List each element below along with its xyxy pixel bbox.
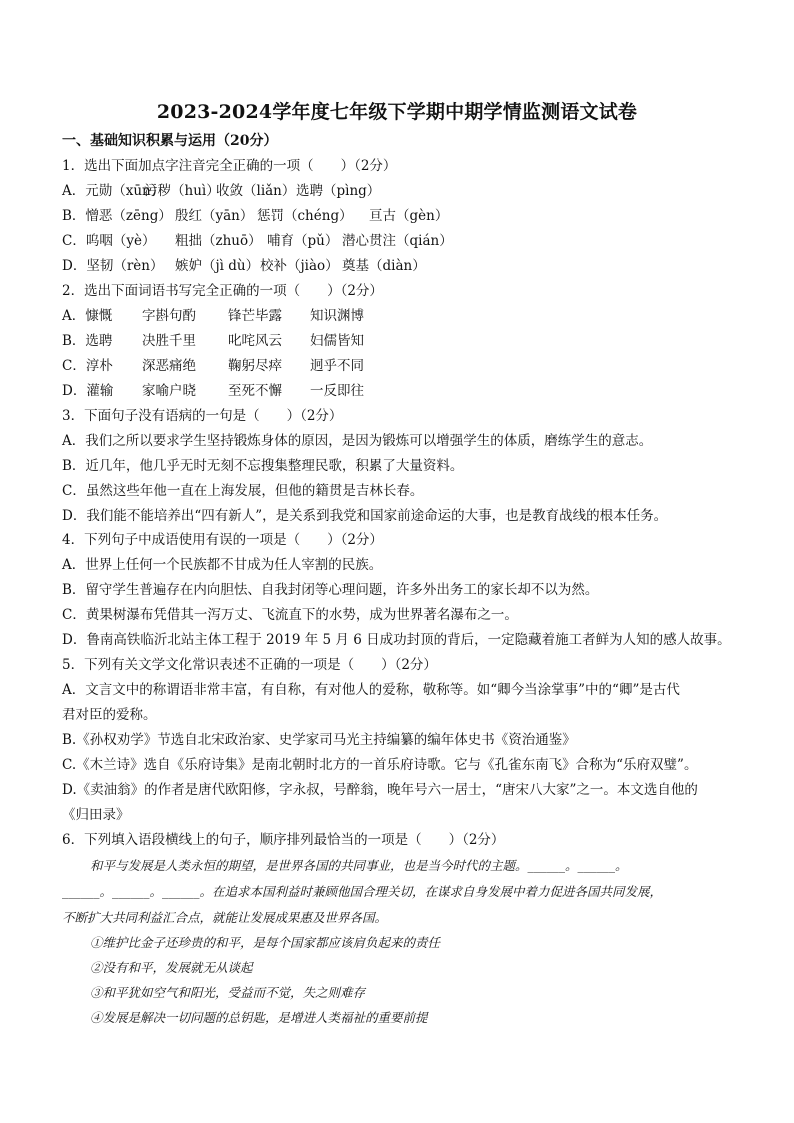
option-word: 知识渊博 <box>310 308 364 324</box>
option-word: 粗拙（zhuō） <box>175 233 262 249</box>
q1-stem: 1．选出下面加点字注音完全正确的一项（ ）（2分） <box>62 158 397 174</box>
option-word: D．灌输 <box>62 383 114 399</box>
option-word: 字斟句酌 <box>142 308 196 324</box>
option-word: B．憎恶（zēng） <box>62 208 172 224</box>
q1-option-b <box>62 207 448 225</box>
q3-option-c: C．虽然这些年他一直在上海发展，但他的籍贯是吉林长春。 <box>62 483 424 499</box>
option-word: 惩罚（chéng） <box>257 208 353 224</box>
option-word: D．坚韧（rèn） <box>62 258 164 274</box>
q5-option-a: A．文言文中的称谓语非常丰富，有自称，有对他人的爱称，敬称等。如“卿今当涂掌事”中的“卿”是古代 <box>62 682 680 698</box>
section-heading-1: 一、基础知识积累与运用（20分） <box>62 133 278 149</box>
option-word: 家喻户晓 <box>142 383 196 399</box>
q4-stem: 4．下列句子中成语使用有误的一项是（ ）（2分） <box>62 532 383 548</box>
q4-option-b: B．留守学生普遍存在内向胆怯、自我封闭等心理问题，许多外出务工的家长却不以为然。 <box>62 582 599 598</box>
option-word: 选聘（pìng） <box>296 183 381 199</box>
q3-option-d: D．我们能不能培养出“四有新人”，是关系到我党和国家前途命运的大事，也是教育战线的根本任务。 <box>62 508 668 524</box>
q6-stem: 6．下列填入语段横线上的句子，顺序排列最恰当的一项是（ ）（2分） <box>62 832 505 848</box>
option-word: 收敛（liǎn） <box>216 183 296 199</box>
option-word: 亘古（gèn） <box>369 208 449 224</box>
option-word: 殷红（yān） <box>175 208 254 224</box>
q6-passage-line-1: 和平与发展是人类永恒的期望，是世界各国的共同事业，也是当今时代的主题。______。______。 <box>90 858 628 873</box>
q2-option-b <box>62 332 364 350</box>
option-word: C．淳朴 <box>62 358 113 374</box>
q1-option-a <box>62 182 380 200</box>
option-word: 一反即往 <box>310 383 364 399</box>
q5-option-a-cont: 君对臣的爱称。 <box>62 707 157 723</box>
q4-option-c: C．黄果树瀑布凭借其一泻万丈、飞流直下的水势，成为世界著名瀑布之一。 <box>62 607 518 623</box>
option-word: B．选聘 <box>62 333 113 349</box>
q5-option-d-cont: 《归田录》 <box>62 807 130 823</box>
option-word: 至死不懈 <box>228 383 282 399</box>
q2-stem: 2．选出下面词语书写完全正确的一项（ ）（2分） <box>62 283 383 299</box>
q5-stem: 5．下列有关文学文化常识表述不正确的一项是（ ）（2分） <box>62 657 437 673</box>
q5-option-c: C.《木兰诗》选自《乐府诗集》是南北朝时北方的一首乐府诗歌。它与《孔雀东南飞》合称为“乐府双璧”。 <box>62 757 698 773</box>
option-word: 哺育（pǔ） <box>267 233 339 249</box>
q6-passage-line-3: 不断扩大共同利益汇合点，就能让发展成果惠及世界各国。 <box>62 910 388 925</box>
option-word: C．呜咽（yè） <box>62 233 156 249</box>
q6-sentence-2: ②没有和平，发展就无从谈起 <box>90 960 253 975</box>
option-word: 校补（jiào） <box>260 258 339 274</box>
option-word: 深恶痛绝 <box>142 358 196 374</box>
q6-sentence-3: ③和平犹如空气和阳光，受益而不觉，失之则难存 <box>90 985 366 1000</box>
q1-option-c <box>62 232 453 250</box>
q5-option-b: B.《孙权劝学》节选自北宋政治家、史学家司马光主持编纂的编年体史书《资治通鉴》 <box>62 732 576 748</box>
option-word: 迥乎不同 <box>310 358 364 374</box>
option-word: 奠基（diàn） <box>342 258 426 274</box>
q1-option-d <box>62 257 426 275</box>
q4-option-a: A．世界上任何一个民族都不甘成为任人宰割的民族。 <box>62 557 383 573</box>
q2-option-d <box>62 382 364 400</box>
option-word: 决胜千里 <box>142 333 196 349</box>
q2-option-a <box>62 307 364 325</box>
option-word: A．慷慨 <box>62 308 113 324</box>
option-word: 妇儒皆知 <box>310 333 364 349</box>
q6-passage-line-2: ______。______。______。在追求本国利益时兼顾他国合理关切，在谋求自身发展中着力促进各国共同发展， <box>62 884 663 899</box>
q3-option-a: A．我们之所以要求学生坚持锻炼身体的原因，是因为锻炼可以增强学生的体质，磨练学生的意志。 <box>62 433 653 449</box>
q4-option-d: D．鲁南高铁临沂北站主体工程于 2019 年 5 月 6 日成功封顶的背后，一定隐藏着施工者鲜为人知的感人故事。 <box>62 632 731 648</box>
option-word: 鞠躬尽瘁 <box>228 358 282 374</box>
option-word: 嫉妒（jì dù） <box>175 258 260 274</box>
q6-sentence-1: ①维护比金子还珍贵的和平，是每个国家都应该肩负起来的责任 <box>90 935 441 950</box>
q6-sentence-4: ④发展是解决一切问题的总钥匙，是增进人类福祉的重要前提 <box>90 1010 428 1025</box>
option-word: A．元勋（xūn） <box>62 183 165 199</box>
option-word: 锋芒毕露 <box>228 308 282 324</box>
q3-stem: 3．下面句子没有语病的一句是（ ）（2分） <box>62 408 343 424</box>
option-word: 潜心贯注（qián） <box>342 233 453 249</box>
option-word: 污秽（huì） <box>144 183 220 199</box>
option-word: 叱咤风云 <box>228 333 282 349</box>
q5-option-d: D.《卖油翁》的作者是唐代欧阳修，字永叔，号醉翁，晚年号六一居士，“唐宋八大家”之一。本文选自他的 <box>62 782 698 798</box>
q2-option-c <box>62 357 364 375</box>
exam-title: 2023-2024学年度七年级下学期中期学情监测语文试卷 <box>156 101 638 123</box>
q3-option-b: B．近几年，他几乎无时无刻不忘搜集整理民歌，积累了大量资料。 <box>62 458 464 474</box>
